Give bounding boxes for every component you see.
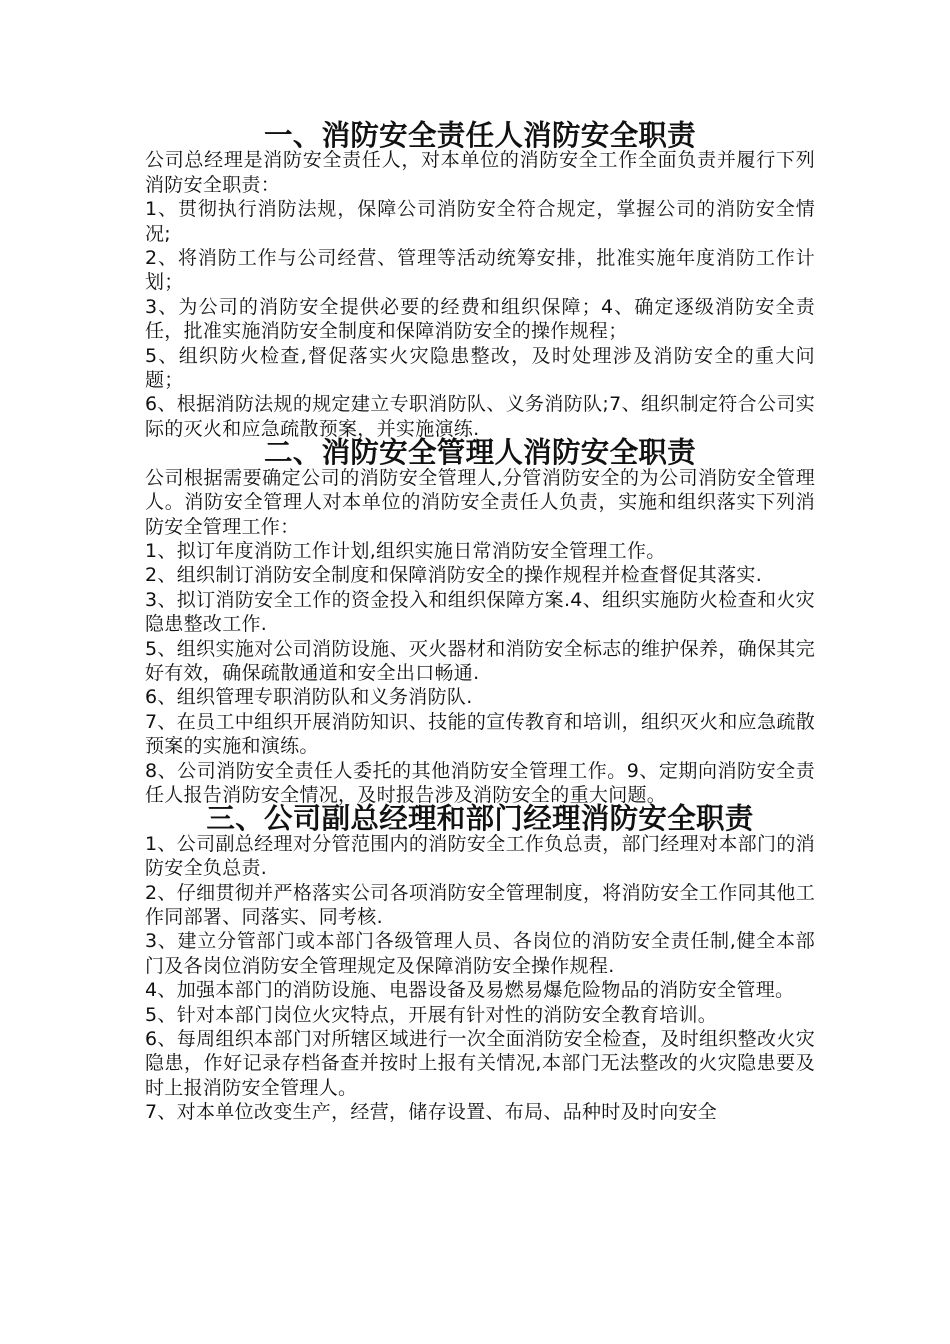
section-1 (145, 119, 815, 441)
section-heading: 二、消防安全管理人消防安全职责 (263, 436, 696, 470)
paragraph: 7、在员工中组织开展消防知识、技能的宣传教育和培训，组织灭火和应急疏散预案的实施和演练。 (145, 710, 815, 758)
section-heading: 一、消防安全责任人消防安全职责 (263, 119, 696, 152)
section-2 (145, 436, 815, 807)
paragraph: 5、组织防火检查,督促落实火灾隐患整改，及时处理涉及消防安全的重大问题； (145, 344, 815, 392)
paragraph: 6、每周组织本部门对所辖区域进行一次全面消防安全检查，及时组织整改火灾隐患，作好记录存档备查并按时上报有关情况,本部门无法整改的火灾隐患要及时上报消防安全管理人。 (145, 1028, 815, 1099)
paragraph: 7、对本单位改变生产，经营，储存设置、布局、品种时及时向安全 (145, 1101, 718, 1124)
document-page (145, 119, 815, 1125)
paragraph: 1、拟订年度消防工作计划,组织实施日常消防安全管理工作。 (145, 539, 666, 562)
paragraph: 公司根据需要确定公司的消防安全管理人,分管消防安全的为公司消防安全管理人。消防安全管理人对本单位的消防安全责任人负责，实施和组织落实下列消防安全管理工作： (145, 466, 815, 538)
paragraph: 5、组织实施对公司消防设施、灭火器材和消防安全标志的维护保养，确保其完好有效，确保疏散通道和安全出口畅通. (145, 637, 815, 684)
paragraph: 8、公司消防安全责任人委托的其他消防安全管理工作。9、定期向消防安全责任人报告消防安全情况，及时报告涉及消防安全的重大问题。 (145, 759, 815, 806)
paragraph: 2、仔细贯彻并严格落实公司各项消防安全管理制度，将消防安全工作同其他工作同部署、同落实、同考核. (145, 881, 815, 928)
section-3 (145, 802, 815, 1124)
paragraph: 1、公司副总经理对分管范围内的消防安全工作负总责，部门经理对本部门的消防安全负总责. (145, 832, 815, 880)
paragraph: 4、加强本部门的消防设施、电器设备及易燃易爆危险物品的消防安全管理。 (145, 979, 795, 1002)
paragraph: 3、为公司的消防安全提供必要的经费和组织保障；4、确定逐级消防安全责任，批准实施消防安全制度和保障消防安全的操作规程； (145, 295, 815, 343)
paragraph: 2、将消防工作与公司经营、管理等活动统筹安排，批准实施年度消防工作计划； (145, 247, 815, 294)
section-heading: 三、公司副总经理和部门经理消防安全职责 (206, 802, 754, 836)
paragraph: 5、针对本部门岗位火灾特点，开展有针对性的消防安全教育培训。 (145, 1003, 718, 1026)
paragraph: 1、贯彻执行消防法规，保障公司消防安全符合规定，掌握公司的消防安全情况; (145, 198, 815, 245)
paragraph: 2、组织制订消防安全制度和保障消防安全的操作规程并检查督促其落实. (145, 564, 763, 587)
paragraph: 6、组织管理专职消防队和义务消防队. (145, 686, 473, 709)
paragraph: 3、拟订消防安全工作的资金投入和组织保障方案.4、组织实施防火检查和火灾隐患整改工作. (145, 588, 815, 636)
paragraph: 6、根据消防法规的规定建立专职消防队、义务消防队;7、组织制定符合公司实际的灭火和应急疏散预案，并实施演练. (145, 393, 815, 440)
paragraph: 3、建立分管部门或本部门各级管理人员、各岗位的消防安全责任制,健全本部门及各岗位消防安全管理规定及保障消防安全操作规程. (145, 930, 815, 977)
paragraph: 公司总经理是消防安全责任人，对本单位的消防安全工作全面负责并履行下列消防安全职责： (145, 149, 815, 196)
